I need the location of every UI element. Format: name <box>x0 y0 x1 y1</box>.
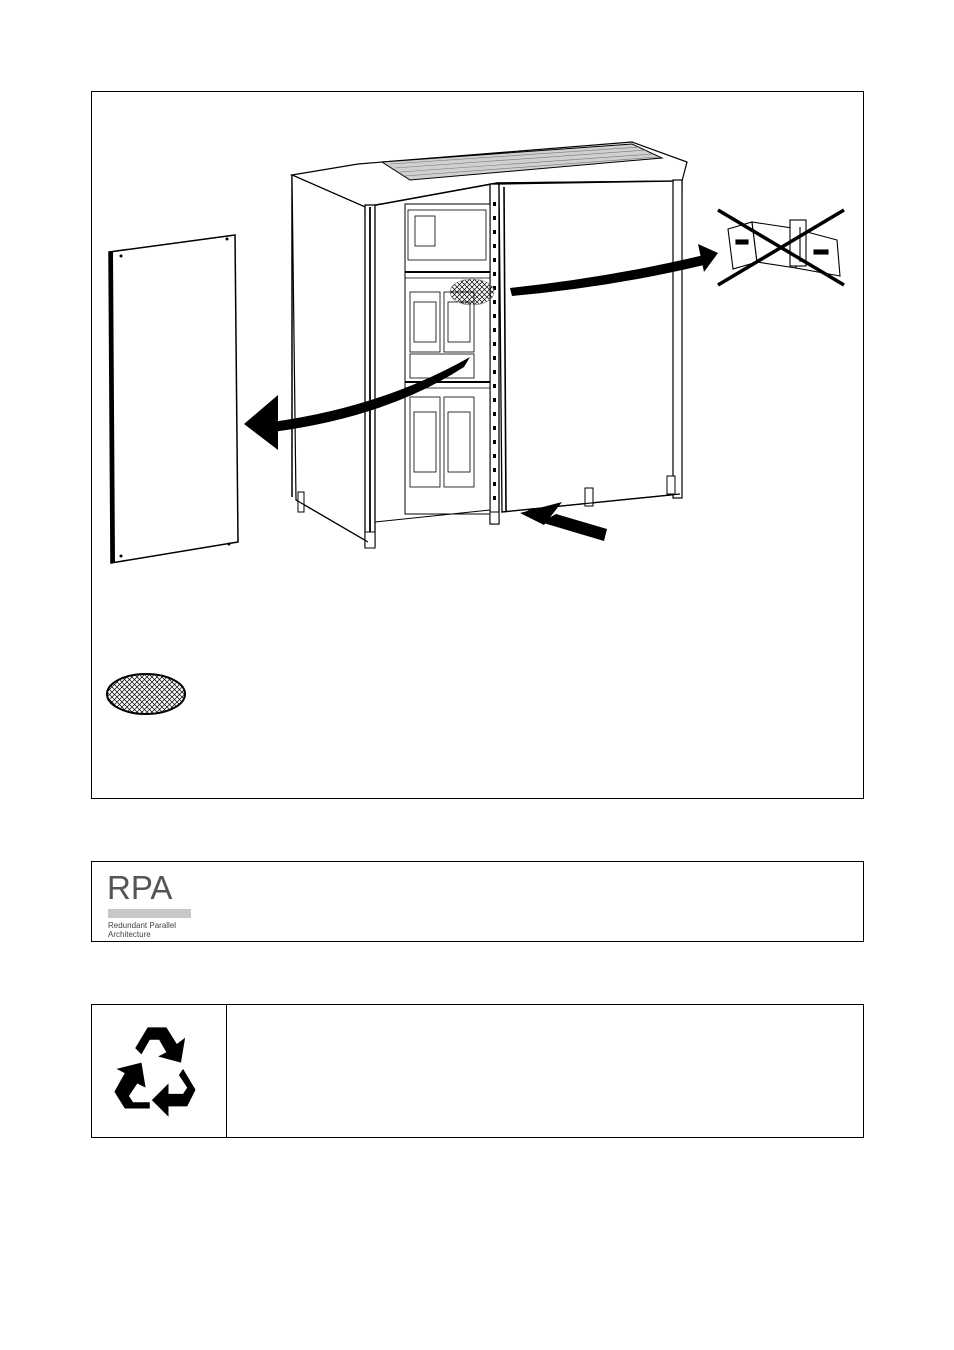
recycle-info-box <box>91 1004 864 1138</box>
cabinet-illustration <box>292 142 687 548</box>
rpa-logo <box>107 870 197 938</box>
recycle-icon-cell <box>92 1005 227 1137</box>
cabinet-installation-illustration <box>92 92 863 798</box>
rpa-logo-text: RPA <box>107 869 173 906</box>
rpa-logo-bar <box>108 909 191 918</box>
rpa-logo-subtitle: Redundant Parallel Architecture <box>108 921 177 939</box>
rpa-info-box <box>91 861 864 942</box>
recycle-icon <box>104 1019 208 1123</box>
crosshatch-ellipse-legend <box>107 674 185 714</box>
installation-figure-frame <box>91 91 864 799</box>
side-panel <box>109 235 238 563</box>
crossed-bracket <box>718 210 844 285</box>
